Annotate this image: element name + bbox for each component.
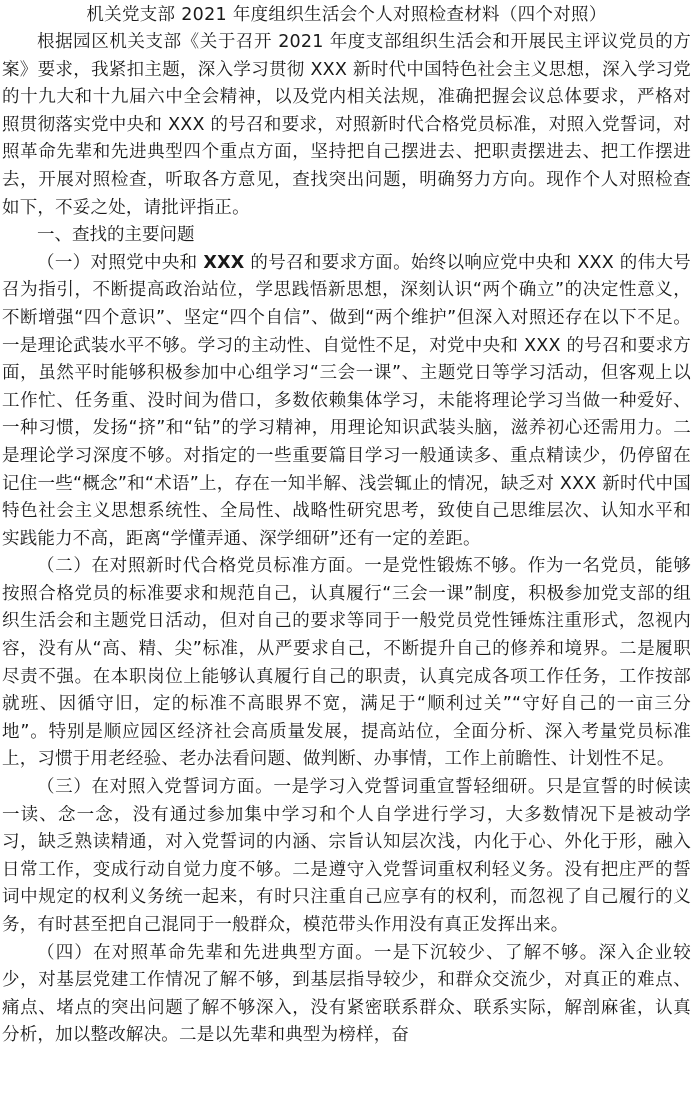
section-heading-problems: 一、查找的主要问题 [37, 225, 195, 246]
paragraph-lead: （一）对照党中央和 [37, 252, 204, 273]
bold-placeholder: XXX [203, 252, 245, 273]
paragraph-party-member-standard: （二）在对照新时代合格党员标准方面。一是党性锻炼不够。作为一名党员，能够按照合格党员的标准要求和规范自己，认真履行“三会一课”制度，积极参加党支部的组织生活会和主题党日活动，但对自己的要求等同于一般党员党性锤炼注重形式，忽视内容，没有从“高、精、尖”标准，从严要求自己，不断提升自己的修养和境界。二是履职尽责不强。在本职岗位上能够认真履行自己的职责，认真完成各项工作任务，工作按部就班、因循守旧，定的标准不高眼界不宽，满足于“顺利过关”“守好自己的一亩三分地”。特别是顺应园区经济社会高质量发展，提高站位，全面分析、深入考量党员标准上，习惯于用老经验、老办法看问题、做判断、办事情，工作上前瞻性、计划性不足。 [2, 556, 691, 770]
document-title: 机关党支部 2021 年度组织生活会个人对照检查材料（四个对照） [86, 5, 607, 25]
paragraph-central-committee [2, 250, 691, 554]
paragraph-revolutionary-models: （四）在对照革命先辈和先进典型方面。一是下沉较少、了解不够。深入企业较少，对基层党建工作情况了解不够，到基层指导较少，和群众交流少，对真正的难点、痛点、堵点的突出问题了解不够深入，没有紧密联系群众、联系实际，解剖麻雀，认真分析，加以整改解决。二是以先辈和典型为榜样，奋 [2, 942, 691, 1046]
paragraph-oath: （三）在对照入党誓词方面。一是学习入党誓词重宣誓轻细研。只是宣誓的时候读一读、念一念，没有通过参加集中学习和个人自学进行学习，大多数情况下是被动学习，缺乏熟读精通，对入党誓词的内涵、宗旨认知层次浅，内化于心、外化于形，融入日常工作，变成行动自觉力度不够。二是遵守入党誓词重权利轻义务。没有把庄严的誓词中规定的权利义务统一起来，有时只注重自己应享有的权利，而忽视了自己履行的义务，有时甚至把自己混同于一般群众，模范带头作用没有真正发挥出来。 [2, 777, 691, 935]
paragraph-rest: 的号召和要求方面。始终以响应党中央和 XXX 的伟大号召为指引，不断提高政治站位，学思践悟新思想，深刻认识“两个确立”的决定性意义，不断增强“四个意识”、坚定“四个自信”、做到“两个维护”但深入对照还存在以下不足。一是理论武装水平不够。学习的主动性、自觉性不足，对党中央和 XXX 的号召和要求方面，虽然平时能够积极参加中心组学习“三会一课”、主题党日等学习活动，但客观上以工作忙、任务重、没时间为借口，多数依赖集体学习，未能将理论学习当做一种爱好、一种习惯，发扬“挤”和“钻”的学习精神，用理论知识武装头脑，滋养初心还需用力。二是理论学习深度不够。对指定的一些重要篇目学习一般通读多、重点精读少，仍停留在记住一些“概念”和“术语”上，存在一知半解、浅尝辄止的情况，缺乏对 XXX 新时代中国特色社会主义思想系统性、全局性、战略性研究思考，致使自己思维层次、认知水平和实践能力不高，距离“学懂弄通、深学细研”还有一定的差距。 [2, 252, 691, 549]
intro-paragraph: 根据园区机关支部《关于召开 2021 年度支部组织生活会和开展民主评议党员的方案》要求，我紧扣主题，深入学习贯彻 XXX 新时代中国特色社会主义思想，深入学习党的十九大和十九届六中全会精神，以及党内相关法规，准确把握会议总体要求，严格对照贯彻落实党中央和 XXX 的号召和要求，对照新时代合格党员标准，对照入党誓词，对照革命先辈和先进典型四个重点方面，坚持把自己摆进去、把职责摆进去、把工作摆进去，开展对照检查，听取各方意见，查找突出问题，明确努力方向。现作个人对照检查如下，不妥之处，请批评指正。 [2, 32, 691, 218]
